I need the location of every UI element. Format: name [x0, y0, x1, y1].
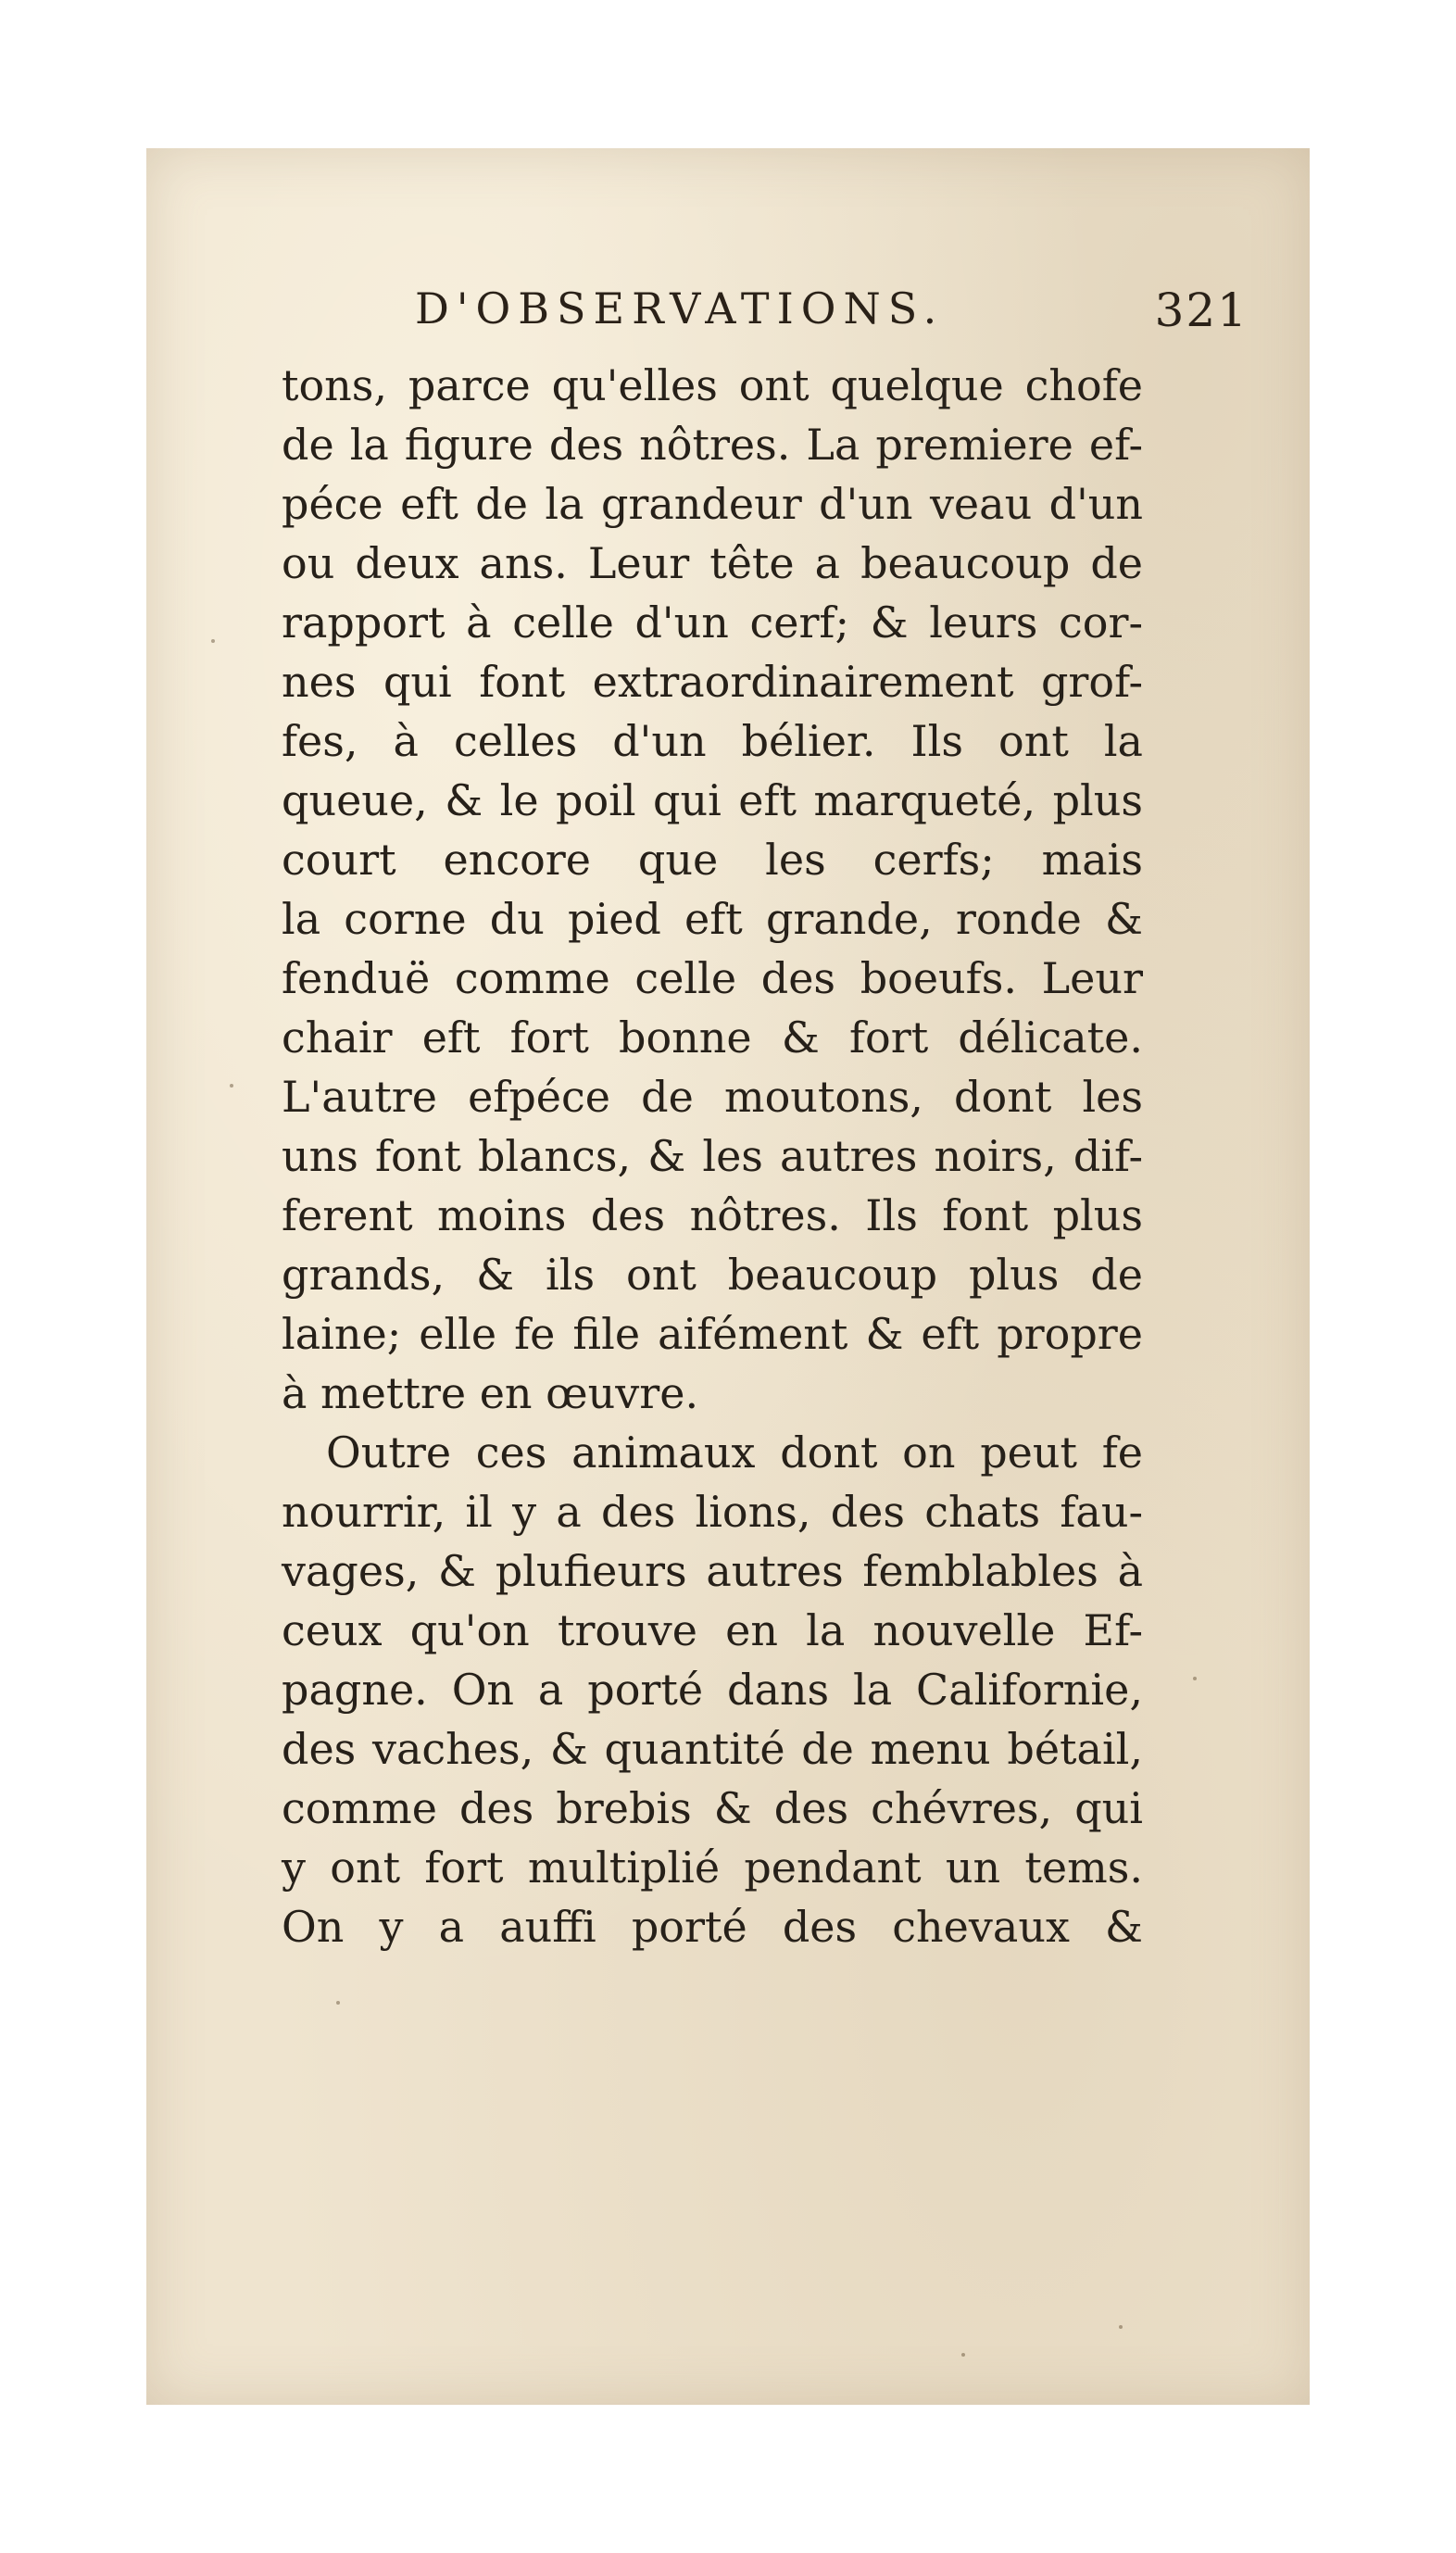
page-number: 321 — [1154, 283, 1249, 337]
book-page — [146, 148, 1310, 2405]
text-line: nourrir, il y a des lions, des chats fau- — [282, 1487, 1143, 1537]
text-line: des vaches, & quantité de menu bétail, — [282, 1724, 1143, 1774]
text-line: fenduë comme celle des boeufs. Leur — [282, 953, 1143, 1003]
paragraph-end-line: à mettre en œuvre. — [282, 1368, 699, 1418]
paper-speck — [211, 639, 215, 643]
text-line: de la figure des nôtres. La premiere ef- — [282, 420, 1143, 470]
text-line: rapport à celle d'un cerf; & leurs cor- — [282, 597, 1143, 648]
paper-speck — [1119, 2325, 1123, 2329]
body-text — [282, 356, 1143, 1956]
text-line: uns font blancs, & les autres noirs, dif- — [282, 1131, 1143, 1181]
paper-speck — [1193, 1677, 1197, 1680]
paper-speck — [230, 1084, 233, 1088]
text-line: péce eft de la grandeur d'un veau d'un — [282, 479, 1143, 529]
text-line: ferent moins des nôtres. Ils font plus — [282, 1190, 1143, 1240]
text-line: comme des brebis & des chévres, qui — [282, 1783, 1143, 1833]
text-line: la corne du pied eft grande, ronde & — [282, 894, 1143, 944]
paper-speck — [961, 2353, 965, 2357]
text-line: court encore que les cerfs; mais — [282, 835, 1143, 885]
text-line: pagne. On a porté dans la Californie, — [282, 1665, 1143, 1715]
text-line: y ont fort multiplié pendant un tems. — [282, 1842, 1143, 1893]
text-line: grands, & ils ont beaucoup plus de — [282, 1250, 1143, 1300]
text-line: nes qui font extraordinairement grof- — [282, 657, 1143, 707]
text-line: tons, parce qu'elles ont quelque chofe — [282, 360, 1143, 410]
text-line: ou deux ans. Leur tête a beaucoup de — [282, 538, 1143, 588]
paper-speck — [336, 2001, 340, 2005]
running-head: D'OBSERVATIONS. — [415, 283, 945, 333]
text-line: On y a auffi porté des chevaux & — [282, 1902, 1143, 1952]
paragraph-start-line: Outre ces animaux dont on peut fe — [326, 1427, 1143, 1478]
text-line: fes, à celles d'un bélier. Ils ont la — [282, 716, 1143, 766]
text-line: queue, & le poil qui eft marqueté, plus — [282, 775, 1143, 825]
text-line: laine; elle fe file aifément & eft propre — [282, 1309, 1143, 1359]
text-line: ceux qu'on trouve en la nouvelle Ef- — [282, 1605, 1143, 1655]
text-line: chair eft fort bonne & fort délicate. — [282, 1012, 1143, 1063]
page-header — [415, 283, 1249, 367]
text-line: vages, & plufieurs autres femblables à — [282, 1546, 1143, 1596]
text-line: L'autre efpéce de moutons, dont les — [282, 1072, 1143, 1122]
